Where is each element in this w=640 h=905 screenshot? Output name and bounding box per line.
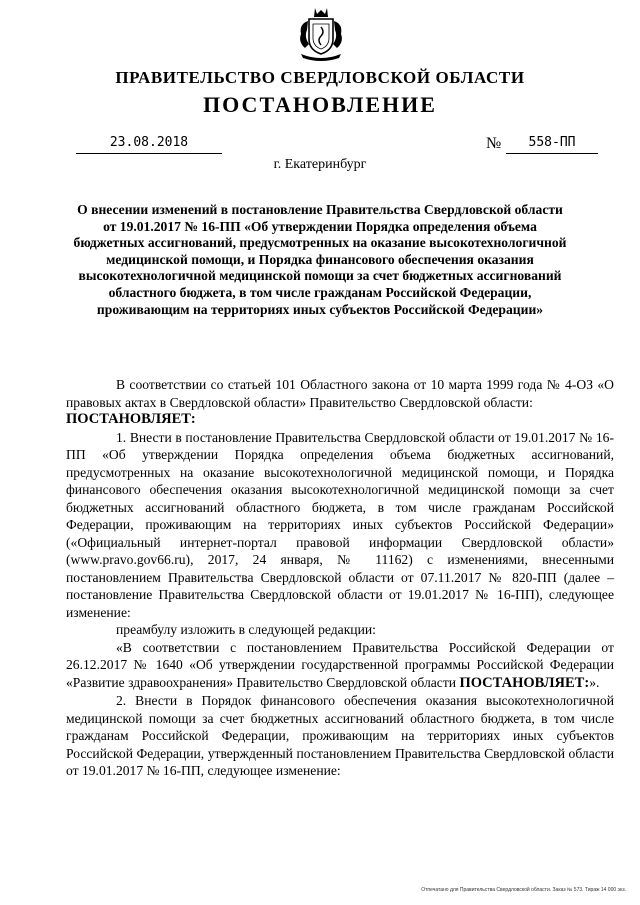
city: г. Екатеринбург (273, 157, 367, 172)
number-sign: № (486, 135, 502, 152)
item-1-paragraph: 1. Внести в постановление Правительства Свердловской области от 19.01.2017 № 16-ПП «Об утверждении Порядка определения объема бюджетных ассигнований, предусмотренных на оказание высокотехнологичной медицинской помощи, и Порядка финансового обеспечения оказания высокотехнологичной медицинской помощи за счет бюджетных ассигнований областного бюджета, в том числе гражданам Российской Федерации, проживающим на территориях иных субъектов Российской Федерации» («Официальный интернет-портал правовой информации Свердловской области» (www.pravo.gov66.ru), 2017, 24 января, № 11162) с изменениями, внесенными постановлением Правительства Свердловской области от 07.11.2017 № 820-ПП (далее – постановление Правительства Свердловской области от 19.01.2017 № 16-ПП), следующее изменение: (66, 429, 614, 620)
item-2-paragraph: 2. Внести в Порядок финансового обеспечения оказания высокотехнологичной медицинской помощи за счет бюджетных ассигнований областного бюджета, в том числе гражданам Российской Федерации, проживающим на территориях иных субъектов Российской Федерации, утвержденный постановлением Правительства Свердловской области от 19.01.2017 № 16-ПП, следующее изменение: (66, 693, 614, 778)
quote-paragraph (66, 639, 614, 693)
government-name: ПРАВИТЕЛЬСТВО СВЕРДЛОВСКОЙ ОБЛАСТИ (115, 68, 525, 87)
quote-end: ». (589, 674, 600, 690)
document-number-block (486, 135, 600, 153)
document-date: 23.08.2018 (76, 135, 222, 154)
quote-resolves: ПОСТАНОВЛЯЕТ: (459, 674, 590, 691)
document-body (66, 376, 614, 780)
document-type: ПОСТАНОВЛЕНИЕ (203, 92, 437, 117)
document-subject: О внесении изменений в постановление Правительства Свердловской области от 19.01.2017 № 16-ПП «Об утверждении Порядка определения объема бюджетных ассигнований, предусмотренных на оказание высокотехнологичной медицинской помощи, и Порядка финансового обеспечения оказания высокотехнологичной медицинской помощи за счет бюджетных ассигнований областного бюджета, в том числе гражданам Российской Федерации, проживающим на территориях иных субъектов Российской Федерации» (73, 202, 567, 317)
intro-paragraph: В соответствии со статьей 101 Областного закона от 10 марта 1999 года № 4-ОЗ «О правовых актах в Свердловской области» Правительство Свердловской области: (66, 377, 614, 410)
preamble-paragraph: преамбулу изложить в следующей редакции: (116, 622, 376, 637)
resolves-heading: ПОСТАНОВЛЯЕТ: (66, 411, 196, 427)
quote-text: «В соответствии с постановлением Правительства Российской Федерации от 26.12.2017 № 1640 «Об утверждении государственной программы Российской Федерации «Развитие здравоохранения» Правительство Свердловской области (66, 639, 614, 690)
document-number: 558-ПП (506, 135, 598, 154)
print-footer: Отпечатано для Правительства Свердловской области. Заказ № 573. Тираж 14 000 экз. (421, 887, 626, 893)
coat-of-arms-icon (295, 6, 347, 62)
